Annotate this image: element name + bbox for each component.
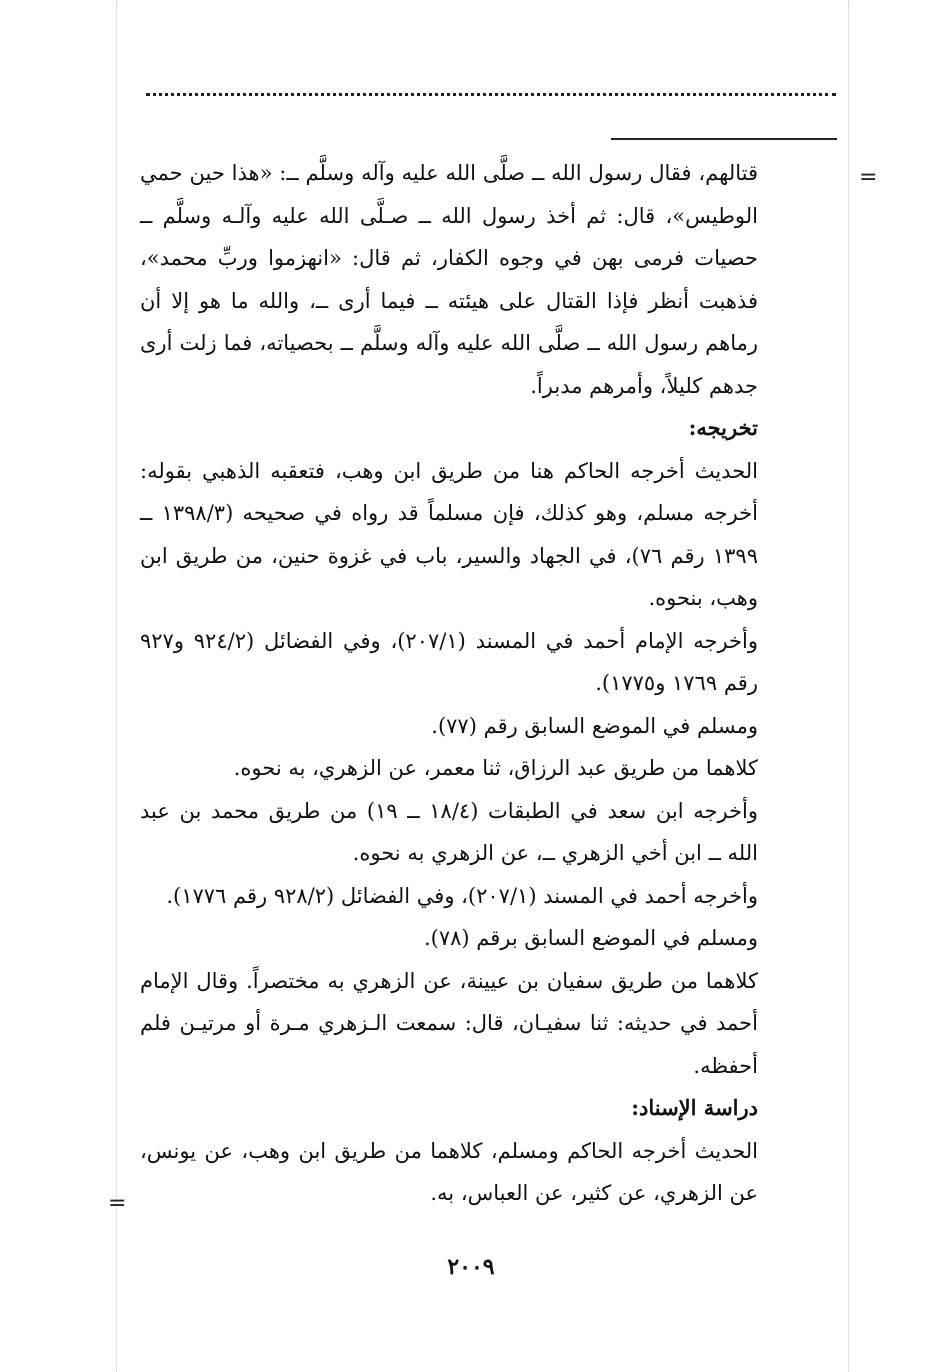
- takhrij-paragraph-5: وأخرجه ابن سعد في الطبقات (١٨/٤ ــ ١٩) من طريق محمد بن عبد الله ــ ابن أخي الزهري ــ، عن الزهري به نحوه.: [140, 798, 759, 865]
- takhrij-paragraph-7: ومسلم في الموضع السابق برقم (٧٨).: [423, 926, 758, 950]
- header-dotted-rule: [146, 93, 836, 96]
- margin-continuation-mark-left: =: [108, 1191, 127, 1216]
- takhrij-heading: تخريجه:: [688, 415, 758, 440]
- takhrij-paragraph-3: ومسلم في الموضع السابق رقم (٧٧).: [431, 713, 758, 738]
- margin-continuation-mark-right: =: [859, 165, 878, 190]
- takhrij-paragraph-1: الحديث أخرجه الحاكم هنا من طريق ابن وهب، فتعقبه الذهبي بقوله: أخرجه مسلم، وهو كذلك، فإن مسلماً قد رواه في صحيحه (١٣٩٨/٣ ــ ١٣٩٩ رقم ٧٦)، في الجهاد والسير، باب في غزوة حنين، من طريق ابن وهب، بنحوه.: [140, 458, 758, 610]
- left-edge-line: [116, 0, 117, 1372]
- dirasa-heading: دراسة الإسناد:: [631, 1095, 758, 1120]
- dirasa-paragraph-1: الحديث أخرجه الحاكم ومسلم، كلاهما من طريق ابن وهب، عن يونس، عن الزهري، عن كثير، عن العباس، به.: [140, 1138, 758, 1205]
- footnote-separator-rule: [611, 138, 837, 140]
- takhrij-paragraph-8: كلاهما من طريق سفيان بن عيينة، عن الزهري به مختصراً. وقال الإمام أحمد في حديثه: ثنا سفيـان، قال: سمعت الـزهري مـرة أو مرتيـن فلم أحفظه.: [140, 968, 758, 1078]
- right-edge-line: [848, 0, 849, 1372]
- takhrij-paragraph-4: كلاهما من طريق عبد الرزاق، ثنا معمر، عن الزهري، به نحوه.: [233, 756, 758, 780]
- takhrij-paragraph-6: وأخرجه أحمد في المسند (٢٠٧/١)، وفي الفضائل (٩٢٨/٢ رقم ١٧٧٦).: [166, 883, 758, 908]
- takhrij-paragraph-2: وأخرجه الإمام أحمد في المسند (٢٠٧/١)، وفي الفضائل (٩٢٤/٢ و٩٢٧ رقم ١٧٦٩ و١٧٧٥).: [140, 628, 758, 695]
- page-number: ٢٠٠٩: [447, 1254, 495, 1280]
- page-body: [140, 152, 758, 1215]
- narration-paragraph: قتالهم، فقال رسول الله ــ صلَّى الله عليه وآله وسلَّم ــ: «هذا حين حمي الوطيس»، قال: ثم أخذ رسول الله ــ صـلَّى الله عليه وآلـه وسلَّم ــ حصيات فرمى بهن في وجوه الكفار، ثم قال: «انهزموا وربِّ محمد»، فذهبت أنظر فإذا القتال على هيئته ــ فيما أرى ــ، والله ما هو إلا أن رماهم رسول الله ــ صلَّى الله عليه وآله وسلَّم ــ بحصياته، فما زلت أرى جدهم كليلاً، وأمرهم مدبراً.: [140, 161, 758, 398]
